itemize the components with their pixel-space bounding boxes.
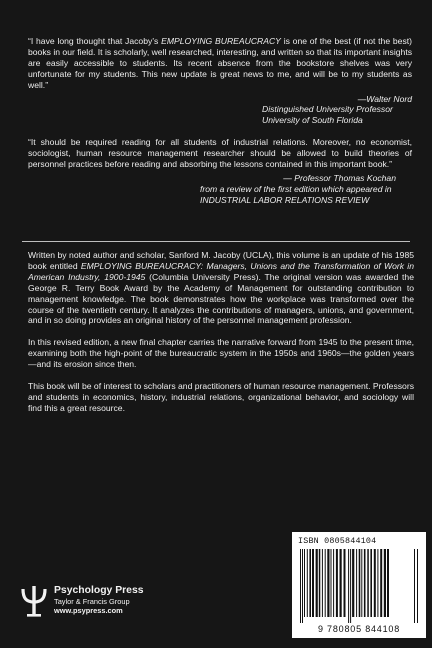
barcode-bar <box>331 549 332 617</box>
endorsement-attribution-2 <box>200 173 412 206</box>
description-paragraph-3: This book will be of interest to scholars and practitioners of human resource management. Professors and students in economics, history, industrial relations, organizational behavior, and sociology will find this a great resource. <box>28 381 414 413</box>
endorsement-attribution-1 <box>262 94 412 127</box>
barcode-bar <box>364 549 366 617</box>
barcode-bar <box>377 549 378 617</box>
barcode-bar <box>309 549 311 617</box>
description-p1-b: (Columbia University Press). The original version was awarded the George R. Terry Book Award by the Academy of Management for outstanding contribution to management knowledge. The book demonstrates how the workplace was transformed over the course of the twentieth century. It analyzes the contributions of managers, unions, and government, and in so doing provides an original history of the personnel management profession. <box>28 271 414 326</box>
publisher-text <box>54 585 144 615</box>
barcode-bar <box>380 549 382 617</box>
description-paragraph-2: In this revised edition, a new final chapter carries the narrative forward from 1945 to the present time, examining both the high-point of the bureaucratic system in the 1950s and 1960s—the golden years—and its erosion since then. <box>28 337 414 370</box>
description-p1-a: Written by noted author and scholar, Sanford M. Jacoby (UCLA), this volume is an update of his 1985 book entitled <box>28 250 414 271</box>
barcode-bar <box>333 549 334 617</box>
attribution-name-1: —Walter Nord <box>357 93 412 104</box>
endorsements <box>28 36 412 206</box>
attribution-name-2: — Professor Thomas Kochan <box>283 172 396 183</box>
barcode-bar <box>414 549 415 623</box>
barcode-bar <box>374 549 376 617</box>
attribution-title-1: Distinguished University Professor <box>262 104 393 115</box>
isbn-barcode <box>292 532 426 638</box>
psi-icon <box>20 584 48 618</box>
barcode-bar <box>307 549 308 617</box>
quote-1-book-title: EMPLOYING BUREAUCRACY <box>161 36 281 46</box>
barcode-bar <box>367 549 369 617</box>
book-description <box>28 250 414 425</box>
endorsement-quote-1 <box>28 36 412 91</box>
quote-1-text-b: is one of the best (if not the best) books in our field. It is scholarly, well researched, interesting, and written so that its important insights are easily accessible to students. Its recent absence from the bookstore shelves was very unfortunate for my students. This new update is great news to me, and will be to my students as well.” <box>28 36 413 90</box>
barcode-bar <box>319 549 321 617</box>
quote-1-text-a: “I have long thought that Jacoby’s <box>28 36 162 46</box>
barcode-bar <box>327 549 329 617</box>
publisher-logo <box>20 584 190 630</box>
section-divider <box>22 241 410 242</box>
attribution-affiliation-1: University of South Florida <box>262 115 363 126</box>
barcode-bar <box>370 549 372 617</box>
barcode-bar <box>348 549 349 623</box>
description-original-title: EMPLOYING BUREAUCRACY: Managers, Unions and the Transformation of Work in American Industry, 1900-1945 <box>28 260 414 282</box>
barcode-bar <box>350 549 351 623</box>
barcode-bar <box>302 549 303 623</box>
barcode-bar <box>336 549 338 617</box>
barcode-bar <box>344 549 346 617</box>
endorsement-quote-2: “It should be required reading for all students of industrial relations. Moreover, no economist, sociologist, human resource management researcher should be allowed to build theories of personnel practices before reading and absorbing the lessons contained in this important book.” <box>28 137 412 170</box>
publisher-group: Taylor & Francis Group <box>54 597 130 606</box>
attribution-source-2: from a review of the first edition which appeared in <box>200 183 392 194</box>
barcode-bar <box>359 549 361 617</box>
barcode-bar <box>340 549 342 617</box>
barcode-bar <box>384 549 386 617</box>
barcode-bar <box>316 549 318 617</box>
barcode-bar <box>304 549 305 617</box>
barcode-bar <box>417 549 418 623</box>
barcode-bar <box>352 549 354 617</box>
barcode-bar <box>312 549 314 617</box>
description-paragraph-1 <box>28 250 414 326</box>
barcode-bar <box>325 549 326 617</box>
barcode-bar <box>322 549 323 617</box>
barcode-bar <box>387 549 389 617</box>
publisher-url: www.psypress.com <box>54 606 123 615</box>
barcode-bar <box>356 549 357 617</box>
attribution-journal-2: INDUSTRIAL LABOR RELATIONS REVIEW <box>200 194 370 205</box>
publisher-name: Psychology Press <box>54 585 144 596</box>
barcode-bars <box>298 549 420 623</box>
barcode-bar <box>361 549 362 617</box>
barcode-number: 9 780805 844108 <box>317 624 401 634</box>
barcode-bar <box>300 549 301 623</box>
isbn-label: ISBN 0805844104 <box>298 536 377 546</box>
